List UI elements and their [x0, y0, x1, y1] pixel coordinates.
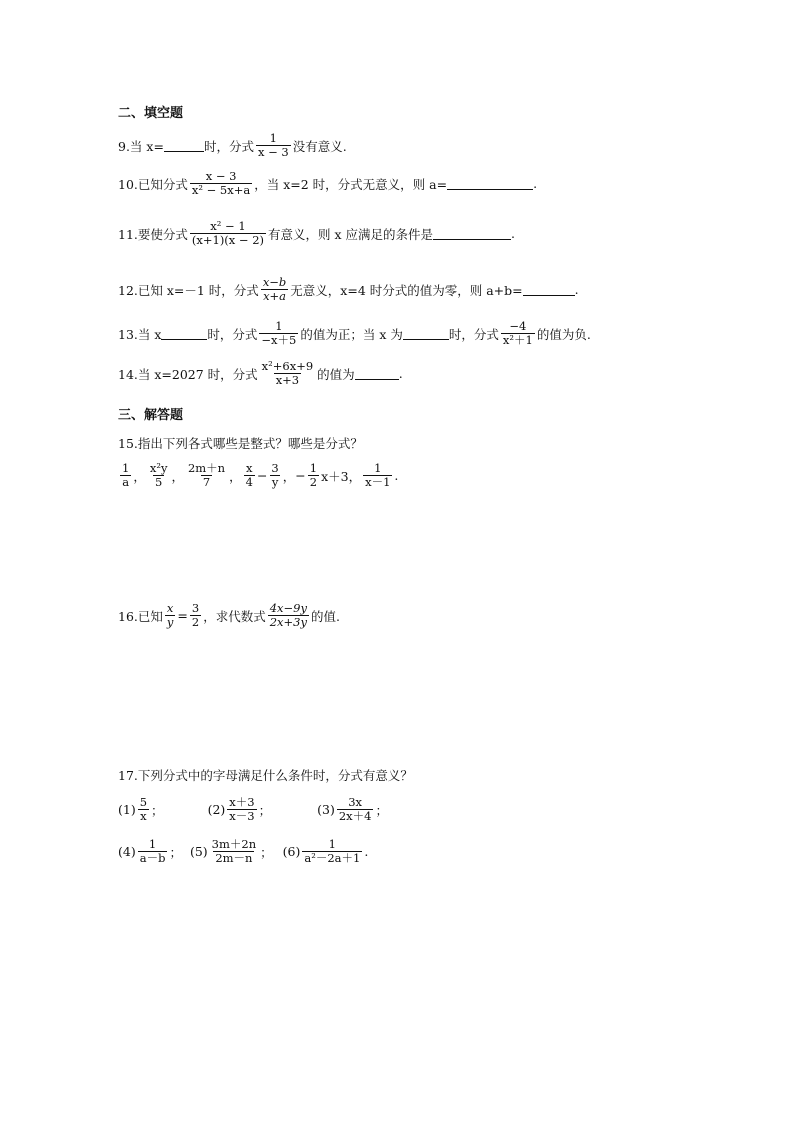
q15-negative-sign: −: [295, 468, 306, 484]
q10-prefix: 10.已知分式: [118, 176, 188, 192]
q10-denominator: x² − 5x+a: [191, 183, 251, 198]
question-11: [118, 220, 515, 247]
q15-comma: ，: [133, 468, 146, 484]
q13-middle-2: 的值为正；当 x 为: [300, 326, 403, 342]
q13-fraction-1: [259, 320, 298, 347]
q11-middle: 有意义，则 x 应满足的条件是: [268, 226, 434, 242]
q16-expression-numerator: 4x−9y: [269, 601, 307, 615]
q17-item-6-fraction: [302, 838, 362, 865]
q12-fraction: [261, 276, 288, 303]
q17-item-3-label: (3): [317, 802, 335, 818]
q17-item-3-numerator: 3x: [348, 795, 363, 809]
q16-xy-numerator: x: [166, 601, 174, 615]
q16-fraction-xy: [165, 602, 176, 629]
q16-xy-denominator: y: [166, 615, 174, 630]
q17-item-5-fraction: [210, 838, 258, 865]
q9-middle: 时，分式: [203, 138, 254, 154]
q15-f6-denominator: 2: [309, 475, 318, 490]
q13-answer-blank-2: [403, 327, 449, 340]
q17-item-5-denominator: 2m－n: [215, 851, 253, 866]
q15-f2-numerator: x²y: [149, 461, 168, 475]
q9-numerator: 1: [269, 131, 277, 145]
q17-item-2-numerator: x＋3: [229, 795, 255, 809]
q17-item-1-label: (1): [118, 802, 136, 818]
q13-fraction-2: [501, 320, 535, 347]
question-16: [118, 602, 340, 629]
q16-ratio-denominator: 2: [191, 615, 200, 630]
q14-suffix: .: [398, 366, 403, 382]
q17-item-5-end: ；: [260, 844, 273, 860]
q12-prefix: 12.已知 x=－1 时，分式: [118, 282, 259, 298]
q16-fraction-ratio: [190, 602, 201, 629]
q13-numerator-2: −4: [509, 319, 527, 333]
q10-fraction: [190, 170, 252, 197]
q15-text: 15.指出下列各式哪些是整式？哪些是分式？: [118, 436, 363, 451]
q15-f7-denominator: x－1: [365, 475, 391, 490]
q17-item-4-fraction: [138, 838, 168, 865]
q15-f5-numerator: 3: [271, 461, 279, 475]
q17-item-1-denominator: x: [140, 809, 147, 824]
q14-middle: 的值为: [317, 366, 355, 382]
q15-f5-denominator: y: [271, 475, 279, 490]
q17-item-5-label: (5): [189, 844, 208, 860]
q11-suffix: .: [511, 226, 516, 242]
q17-item-6-numerator: 1: [328, 837, 336, 851]
q16-suffix: 的值.: [310, 608, 340, 624]
q12-numerator: x−b: [262, 275, 287, 289]
q13-middle-3: 时，分式: [448, 326, 499, 342]
q15-minus-sign: −: [256, 468, 268, 484]
q13-numerator-1: 1: [275, 319, 283, 333]
q11-prefix: 11.要使分式: [118, 226, 188, 242]
q12-suffix: .: [574, 282, 579, 298]
q14-fraction: [260, 360, 316, 387]
q17-item-6-denominator: a²－2a＋1: [304, 851, 361, 866]
q9-answer-blank: [164, 139, 204, 152]
q15-f4-numerator: x: [246, 461, 253, 475]
q15-expressions: [118, 462, 398, 489]
q9-suffix: 没有意义.: [292, 138, 347, 154]
q15-f1-denominator: a: [122, 475, 130, 490]
q10-middle: ，当 x=2 时，分式无意义，则 a=: [254, 176, 448, 192]
q15-f6-tail: x＋3，: [321, 468, 362, 484]
q17-item-5-numerator: 3m＋2n: [211, 837, 257, 851]
q17-item-3-denominator: 2x＋4: [338, 809, 372, 824]
q9-denominator: x − 3: [257, 145, 289, 160]
question-13: [118, 320, 591, 347]
q17-item-2-end: ；: [258, 802, 272, 818]
q15-fraction-3: [186, 462, 227, 489]
question-14: [118, 360, 403, 387]
q12-answer-blank: [523, 283, 575, 296]
q17-item-4-end: ；: [169, 844, 182, 860]
q15-fraction-1: [120, 462, 131, 489]
q15-period: .: [394, 468, 399, 484]
question-15: [118, 434, 363, 452]
section-solve-title: 三、解答题: [118, 408, 184, 423]
q13-denominator-1: −x＋5: [261, 333, 297, 348]
q15-fraction-7: [363, 462, 392, 489]
q9-prefix: 9.当 x=: [118, 138, 164, 154]
q11-numerator: x² − 1: [210, 219, 246, 233]
q17-item-2-fraction: [227, 796, 256, 823]
q16-fraction-expression: [268, 602, 309, 629]
q12-middle: 无意义，x=4 时分式的值为零，则 a+b=: [290, 282, 523, 298]
q9-fraction: [256, 132, 291, 159]
q14-denominator: x+3: [275, 373, 300, 388]
q15-f3-denominator: 7: [202, 475, 211, 490]
q13-suffix: 的值为负.: [536, 326, 591, 342]
q17-item-1-end: ；: [151, 802, 164, 818]
q15-f7-numerator: 1: [374, 461, 382, 475]
q16-expression-denominator: 2x+3y: [269, 615, 307, 630]
q17-item-2-denominator: x－3: [229, 809, 255, 824]
q15-fraction-5: [269, 462, 280, 489]
q17-item-4-label: (4): [118, 844, 136, 860]
q17-item-6-label: (6): [282, 844, 301, 860]
q15-fraction-4: [244, 462, 255, 489]
question-9: [118, 132, 347, 159]
q13-prefix: 13.当 x: [118, 326, 162, 342]
q17-item-3-end: ；: [375, 802, 388, 818]
q17-row-2: [118, 838, 368, 865]
q15-f4-denominator: 4: [245, 475, 253, 490]
q17-item-4-denominator: a－b: [139, 851, 166, 866]
q14-prefix: 14.当 x=2027 时，分式: [118, 366, 258, 382]
q17-row-1: [118, 796, 388, 823]
q15-comma: ，: [282, 468, 296, 484]
q17-item-2-label: (2): [207, 802, 226, 818]
q17-item-6-end: .: [364, 844, 369, 860]
q17-item-3-fraction: [337, 796, 374, 823]
q15-fraction-2: [148, 462, 170, 489]
q15-f2-denominator: 5: [154, 475, 163, 490]
q15-comma: ，: [229, 468, 242, 484]
q13-middle-1: 时，分式: [207, 326, 258, 342]
q12-denominator: x+a: [263, 289, 287, 304]
q10-answer-blank: [447, 177, 533, 190]
q10-numerator: x − 3: [205, 169, 237, 183]
q16-equals: =: [177, 608, 188, 624]
q17-text: 17.下列分式中的字母满足什么条件时，分式有意义？: [118, 768, 413, 783]
q15-comma: ，: [171, 468, 184, 484]
q11-denominator: (x+1)(x − 2): [191, 233, 265, 248]
q15-f1-numerator: 1: [122, 461, 130, 475]
q16-ratio-numerator: 3: [191, 601, 200, 615]
q17-item-1-fraction: [138, 796, 149, 823]
q15-f3-numerator: 2m＋n: [187, 461, 226, 475]
question-10: [118, 170, 537, 197]
q16-middle: ，求代数式: [203, 608, 266, 624]
q15-fraction-6: [308, 462, 319, 489]
q13-answer-blank-1: [161, 327, 207, 340]
q11-answer-blank: [433, 227, 511, 240]
q17-item-1-numerator: 5: [139, 795, 148, 809]
question-17: [118, 766, 413, 784]
q11-fraction: [190, 220, 266, 247]
q15-f6-numerator: 1: [309, 461, 318, 475]
q13-denominator-2: x²＋1: [502, 333, 533, 348]
q16-prefix: 16.已知: [118, 608, 163, 624]
q17-item-4-numerator: 1: [148, 837, 157, 851]
q10-suffix: .: [533, 176, 538, 192]
question-12: [118, 276, 579, 303]
q14-answer-blank: [355, 367, 399, 380]
section-fill-in-title: 二、填空题: [118, 106, 184, 121]
q14-numerator: x²+6x+9: [261, 359, 314, 373]
